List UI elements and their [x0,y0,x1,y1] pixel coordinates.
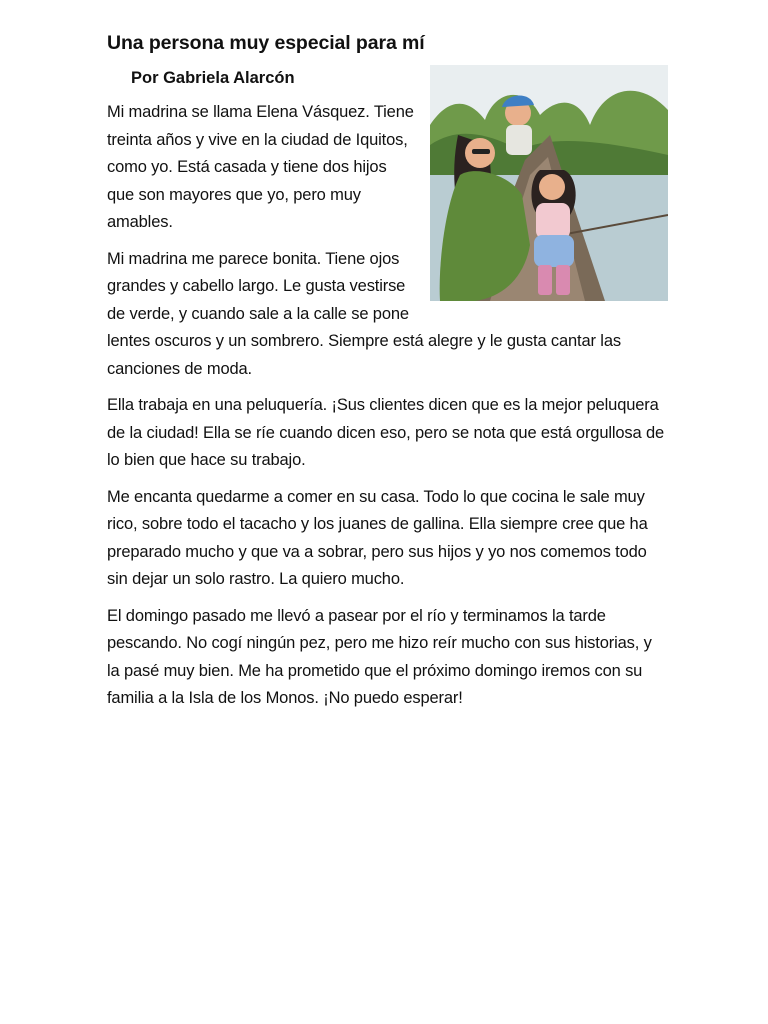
document-title: Una persona muy especial para mí [107,32,425,54]
girl-top [536,203,570,239]
paragraph-4: Me encanta quedarme a comer en su casa. Todo lo que cocina le sale muy rico, sobre todo el tacacho y los juanes de gallina. Ella siempre cree que ha preparado mucho y que va a sobrar, pero sus hijos y yo nos comemos todo sin dejar un solo rastro. La quiero mucho. [107,487,648,588]
paragraph-2: Mi madrina me parece bonita. Tiene ojos grandes y cabello largo. Le gusta vestirse de verde, y cuando sale a la calle se pone lentes oscuros y un sombrero. Siempre está alegre y le gusta cantar las canciones de moda. [107,249,621,378]
paragraph-3: Ella trabaja en una peluquería. ¡Sus clientes dicen que es la mejor peluquera de la ciudad! Ella se ríe cuando dicen eso, pero se nota que está orgullosa de lo bien que hace su trabajo. [107,396,665,469]
paragraph-1-text: Mi madrina se llama Elena Vásquez. Tiene treinta años y vive en la ciudad de Iquitos, como yo. Está casada y tiene dos hijos que son mayores que yo, pero muy amables. [107,103,414,231]
boy-body [506,125,532,155]
document-page [107,30,667,722]
girl-leg-left [538,265,552,295]
girl-pants [534,235,574,267]
sunglasses-icon [472,149,490,154]
author-byline: Por Gabriela Alarcón [131,69,295,87]
paragraph-5: El domingo pasado me llevó a pasear por el río y terminamos la tarde pescando. No cogí ningún pez, pero me hizo reír mucho con sus historias, y la pasé muy bien. Me ha prometido que el próximo domingo iremos con su familia a la Isla de los Monos. ¡No puedo esperar! [107,606,652,707]
girl-leg-right [556,265,570,295]
illustration-svg [430,65,668,301]
paragraph-1 [107,99,667,237]
girl-head [539,174,565,200]
fishing-boat-illustration [430,65,668,301]
